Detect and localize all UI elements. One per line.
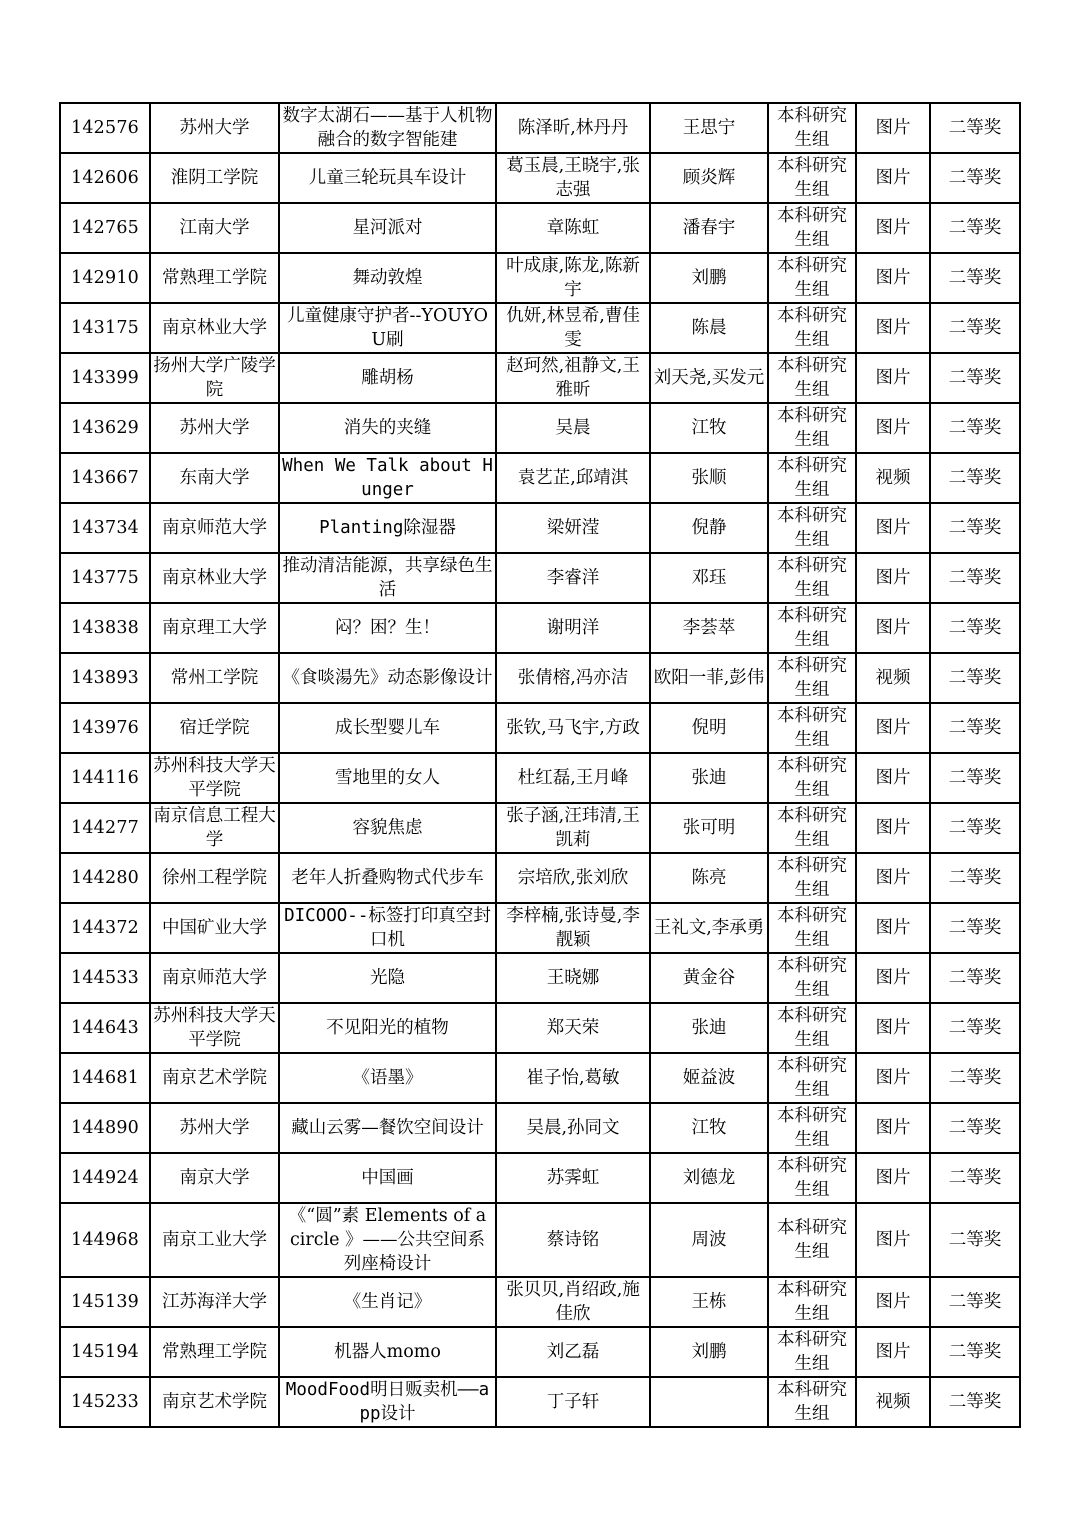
work-type-cell: 图片 [856,203,930,253]
group-cell: 本科研究生组 [768,303,856,353]
school-cell: 东南大学 [150,453,279,503]
group-cell: 本科研究生组 [768,703,856,753]
group-cell: 本科研究生组 [768,1277,856,1327]
table-row [60,253,1020,303]
teacher-cell: 张可明 [650,803,768,853]
group-cell: 本科研究生组 [768,553,856,603]
school-cell: 宿迁学院 [150,703,279,753]
entry-id-cell: 144968 [60,1203,150,1277]
entry-id-cell: 143976 [60,703,150,753]
school-cell: 苏州科技大学天平学院 [150,753,279,803]
entry-id-cell: 145233 [60,1377,150,1427]
entry-id-cell: 143838 [60,603,150,653]
teacher-cell: 刘天尧,买发元 [650,353,768,403]
teacher-cell: 王思宁 [650,103,768,153]
award-cell: 二等奖 [930,1103,1020,1153]
work-title-cell: MoodFood明日贩卖机——app设计 [279,1377,496,1427]
entry-id-cell: 142606 [60,153,150,203]
work-type-cell: 图片 [856,503,930,553]
school-cell: 南京理工大学 [150,603,279,653]
entry-id-cell: 144116 [60,753,150,803]
authors-cell: 吴晨,孙同文 [496,1103,650,1153]
work-type-cell: 图片 [856,1203,930,1277]
teacher-cell: 倪静 [650,503,768,553]
school-cell: 淮阴工学院 [150,153,279,203]
teacher-cell: 刘鹏 [650,1327,768,1377]
work-title-cell: 闷？困？生！ [279,603,496,653]
authors-cell: 刘乙磊 [496,1327,650,1377]
work-type-cell: 图片 [856,1053,930,1103]
group-cell: 本科研究生组 [768,1153,856,1203]
work-title-cell: 机器人momo [279,1327,496,1377]
award-cell: 二等奖 [930,1277,1020,1327]
table-row [60,803,1020,853]
school-cell: 徐州工程学院 [150,853,279,903]
award-cell: 二等奖 [930,753,1020,803]
group-cell: 本科研究生组 [768,903,856,953]
school-cell: 南京艺术学院 [150,1377,279,1427]
teacher-cell: 王礼文,李承勇 [650,903,768,953]
authors-cell: 张钦,马飞宇,方政 [496,703,650,753]
work-type-cell: 图片 [856,153,930,203]
work-title-cell: 中国画 [279,1153,496,1203]
group-cell: 本科研究生组 [768,1377,856,1427]
group-cell: 本科研究生组 [768,253,856,303]
group-cell: 本科研究生组 [768,1103,856,1153]
work-title-cell: 《生肖记》 [279,1277,496,1327]
work-type-cell: 图片 [856,603,930,653]
school-cell: 南京工业大学 [150,1203,279,1277]
entry-id-cell: 144924 [60,1153,150,1203]
authors-cell: 仇妍,林昱希,曹佳雯 [496,303,650,353]
school-cell: 江苏海洋大学 [150,1277,279,1327]
award-cell: 二等奖 [930,1153,1020,1203]
authors-cell: 丁子轩 [496,1377,650,1427]
work-type-cell: 图片 [856,553,930,603]
teacher-cell: 周波 [650,1203,768,1277]
work-title-cell: 推动清洁能源，共享绿色生活 [279,553,496,603]
authors-cell: 蔡诗铭 [496,1203,650,1277]
authors-cell: 杜红磊,王月峰 [496,753,650,803]
entry-id-cell: 143399 [60,353,150,403]
authors-cell: 郑天荣 [496,1003,650,1053]
entry-id-cell: 142765 [60,203,150,253]
school-cell: 南京信息工程大学 [150,803,279,853]
work-title-cell: 不见阳光的植物 [279,1003,496,1053]
school-cell: 常熟理工学院 [150,1327,279,1377]
work-title-cell: 儿童三轮玩具车设计 [279,153,496,203]
authors-cell: 梁妍滢 [496,503,650,553]
work-title-cell: 星河派对 [279,203,496,253]
group-cell: 本科研究生组 [768,753,856,803]
table-row [60,553,1020,603]
award-cell: 二等奖 [930,803,1020,853]
work-type-cell: 图片 [856,1327,930,1377]
group-cell: 本科研究生组 [768,1327,856,1377]
work-title-cell: 儿童健康守护者--YOUYOU刷 [279,303,496,353]
work-type-cell: 图片 [856,703,930,753]
work-type-cell: 图片 [856,353,930,403]
entry-id-cell: 143734 [60,503,150,553]
table-row [60,503,1020,553]
work-type-cell: 视频 [856,653,930,703]
work-title-cell: 老年人折叠购物式代步车 [279,853,496,903]
entry-id-cell: 143893 [60,653,150,703]
work-title-cell: 容貌焦虑 [279,803,496,853]
school-cell: 常熟理工学院 [150,253,279,303]
work-title-cell: 数字太湖石——基于人机物融合的数字智能建 [279,103,496,153]
work-title-cell: 藏山云雾—餐饮空间设计 [279,1103,496,1153]
school-cell: 南京大学 [150,1153,279,1203]
school-cell: 江南大学 [150,203,279,253]
table-row [60,603,1020,653]
entry-id-cell: 142576 [60,103,150,153]
entry-id-cell: 143667 [60,453,150,503]
entry-id-cell: 143629 [60,403,150,453]
table-row [60,753,1020,803]
school-cell: 南京林业大学 [150,553,279,603]
work-title-cell: 消失的夹缝 [279,403,496,453]
group-cell: 本科研究生组 [768,403,856,453]
group-cell: 本科研究生组 [768,953,856,1003]
teacher-cell [650,1377,768,1427]
group-cell: 本科研究生组 [768,853,856,903]
teacher-cell: 陈亮 [650,853,768,903]
authors-cell: 吴晨 [496,403,650,453]
authors-cell: 李梓楠,张诗曼,李靓颖 [496,903,650,953]
award-cell: 二等奖 [930,703,1020,753]
school-cell: 南京林业大学 [150,303,279,353]
award-cell: 二等奖 [930,153,1020,203]
award-cell: 二等奖 [930,253,1020,303]
school-cell: 苏州大学 [150,103,279,153]
teacher-cell: 姬益波 [650,1053,768,1103]
work-type-cell: 图片 [856,953,930,1003]
group-cell: 本科研究生组 [768,453,856,503]
authors-cell: 章陈虹 [496,203,650,253]
table-row [60,1377,1020,1427]
table-row [60,353,1020,403]
table-row [60,203,1020,253]
work-title-cell: 雕胡杨 [279,353,496,403]
table-row [60,703,1020,753]
authors-cell: 宗培欣,张刘欣 [496,853,650,903]
table-row [60,903,1020,953]
award-cell: 二等奖 [930,1053,1020,1103]
authors-cell: 崔子怡,葛敏 [496,1053,650,1103]
award-cell: 二等奖 [930,1377,1020,1427]
table-row [60,453,1020,503]
work-title-cell: DICOOO--标签打印真空封口机 [279,903,496,953]
entry-id-cell: 144643 [60,1003,150,1053]
school-cell: 南京师范大学 [150,953,279,1003]
award-cell: 二等奖 [930,853,1020,903]
authors-cell: 谢明洋 [496,603,650,653]
work-title-cell: Planting除湿器 [279,503,496,553]
table-row [60,1103,1020,1153]
entry-id-cell: 144681 [60,1053,150,1103]
group-cell: 本科研究生组 [768,153,856,203]
work-title-cell: 《“圆”素 Elements of a circle 》——公共空间系列座椅设计 [279,1203,496,1277]
school-cell: 扬州大学广陵学院 [150,353,279,403]
teacher-cell: 王栋 [650,1277,768,1327]
teacher-cell: 张顺 [650,453,768,503]
group-cell: 本科研究生组 [768,1003,856,1053]
award-cell: 二等奖 [930,303,1020,353]
entry-id-cell: 144372 [60,903,150,953]
group-cell: 本科研究生组 [768,653,856,703]
authors-cell: 叶成康,陈龙,陈新宇 [496,253,650,303]
table-row [60,403,1020,453]
teacher-cell: 江牧 [650,1103,768,1153]
award-cell: 二等奖 [930,553,1020,603]
entry-id-cell: 143775 [60,553,150,603]
award-cell: 二等奖 [930,353,1020,403]
teacher-cell: 刘鹏 [650,253,768,303]
work-title-cell: 《语墨》 [279,1053,496,1103]
work-type-cell: 图片 [856,1103,930,1153]
authors-cell: 张倩榕,冯亦洁 [496,653,650,703]
award-cell: 二等奖 [930,653,1020,703]
teacher-cell: 李荟萃 [650,603,768,653]
work-type-cell: 图片 [856,1277,930,1327]
authors-cell: 张贝贝,肖绍政,施佳欣 [496,1277,650,1327]
entry-id-cell: 143175 [60,303,150,353]
table-row [60,953,1020,1003]
school-cell: 苏州大学 [150,403,279,453]
work-type-cell: 图片 [856,753,930,803]
teacher-cell: 顾炎辉 [650,153,768,203]
entry-id-cell: 145139 [60,1277,150,1327]
award-cell: 二等奖 [930,103,1020,153]
table-row [60,103,1020,153]
authors-cell: 李睿洋 [496,553,650,603]
award-cell: 二等奖 [930,203,1020,253]
work-title-cell: When We Talk about Hunger [279,453,496,503]
table-row [60,1153,1020,1203]
award-cell: 二等奖 [930,503,1020,553]
work-type-cell: 图片 [856,403,930,453]
work-type-cell: 图片 [856,1153,930,1203]
group-cell: 本科研究生组 [768,103,856,153]
work-title-cell: 成长型婴儿车 [279,703,496,753]
table-body [60,103,1020,1427]
work-type-cell: 图片 [856,253,930,303]
table-row [60,153,1020,203]
group-cell: 本科研究生组 [768,203,856,253]
table-row [60,1053,1020,1103]
group-cell: 本科研究生组 [768,353,856,403]
teacher-cell: 欧阳一菲,彭伟 [650,653,768,703]
teacher-cell: 邓珏 [650,553,768,603]
teacher-cell: 张迪 [650,753,768,803]
award-cell: 二等奖 [930,903,1020,953]
award-cell: 二等奖 [930,453,1020,503]
award-cell: 二等奖 [930,1327,1020,1377]
work-title-cell: 光隐 [279,953,496,1003]
table-row [60,1203,1020,1277]
teacher-cell: 江牧 [650,403,768,453]
group-cell: 本科研究生组 [768,503,856,553]
entry-id-cell: 144277 [60,803,150,853]
award-cell: 二等奖 [930,1203,1020,1277]
authors-cell: 袁艺芷,邱靖淇 [496,453,650,503]
award-cell: 二等奖 [930,603,1020,653]
school-cell: 南京师范大学 [150,503,279,553]
authors-cell: 赵珂然,祖静文,王雅昕 [496,353,650,403]
work-title-cell: 《食啖湯先》动态影像设计 [279,653,496,703]
teacher-cell: 刘德龙 [650,1153,768,1203]
work-type-cell: 图片 [856,103,930,153]
teacher-cell: 倪明 [650,703,768,753]
entry-id-cell: 145194 [60,1327,150,1377]
teacher-cell: 潘春宇 [650,203,768,253]
award-cell: 二等奖 [930,403,1020,453]
work-type-cell: 图片 [856,903,930,953]
teacher-cell: 陈晨 [650,303,768,353]
school-cell: 南京艺术学院 [150,1053,279,1103]
group-cell: 本科研究生组 [768,803,856,853]
school-cell: 常州工学院 [150,653,279,703]
award-cell: 二等奖 [930,953,1020,1003]
table-row [60,303,1020,353]
teacher-cell: 黄金谷 [650,953,768,1003]
work-type-cell: 图片 [856,853,930,903]
work-type-cell: 图片 [856,803,930,853]
entry-id-cell: 144890 [60,1103,150,1153]
work-type-cell: 图片 [856,303,930,353]
group-cell: 本科研究生组 [768,1203,856,1277]
awards-table [59,102,1021,1428]
work-type-cell: 视频 [856,1377,930,1427]
table-row [60,653,1020,703]
entry-id-cell: 144533 [60,953,150,1003]
authors-cell: 陈泽昕,林丹丹 [496,103,650,153]
work-type-cell: 视频 [856,453,930,503]
group-cell: 本科研究生组 [768,603,856,653]
entry-id-cell: 142910 [60,253,150,303]
award-cell: 二等奖 [930,1003,1020,1053]
work-title-cell: 舞动敦煌 [279,253,496,303]
authors-cell: 张子涵,汪玮清,王凯莉 [496,803,650,853]
work-title-cell: 雪地里的女人 [279,753,496,803]
table-row [60,1277,1020,1327]
authors-cell: 苏霁虹 [496,1153,650,1203]
table-row [60,1327,1020,1377]
school-cell: 苏州科技大学天平学院 [150,1003,279,1053]
work-type-cell: 图片 [856,1003,930,1053]
entry-id-cell: 144280 [60,853,150,903]
authors-cell: 葛玉晨,王晓宇,张志强 [496,153,650,203]
school-cell: 中国矿业大学 [150,903,279,953]
teacher-cell: 张迪 [650,1003,768,1053]
group-cell: 本科研究生组 [768,1053,856,1103]
authors-cell: 王晓娜 [496,953,650,1003]
table-row [60,1003,1020,1053]
school-cell: 苏州大学 [150,1103,279,1153]
table-row [60,853,1020,903]
